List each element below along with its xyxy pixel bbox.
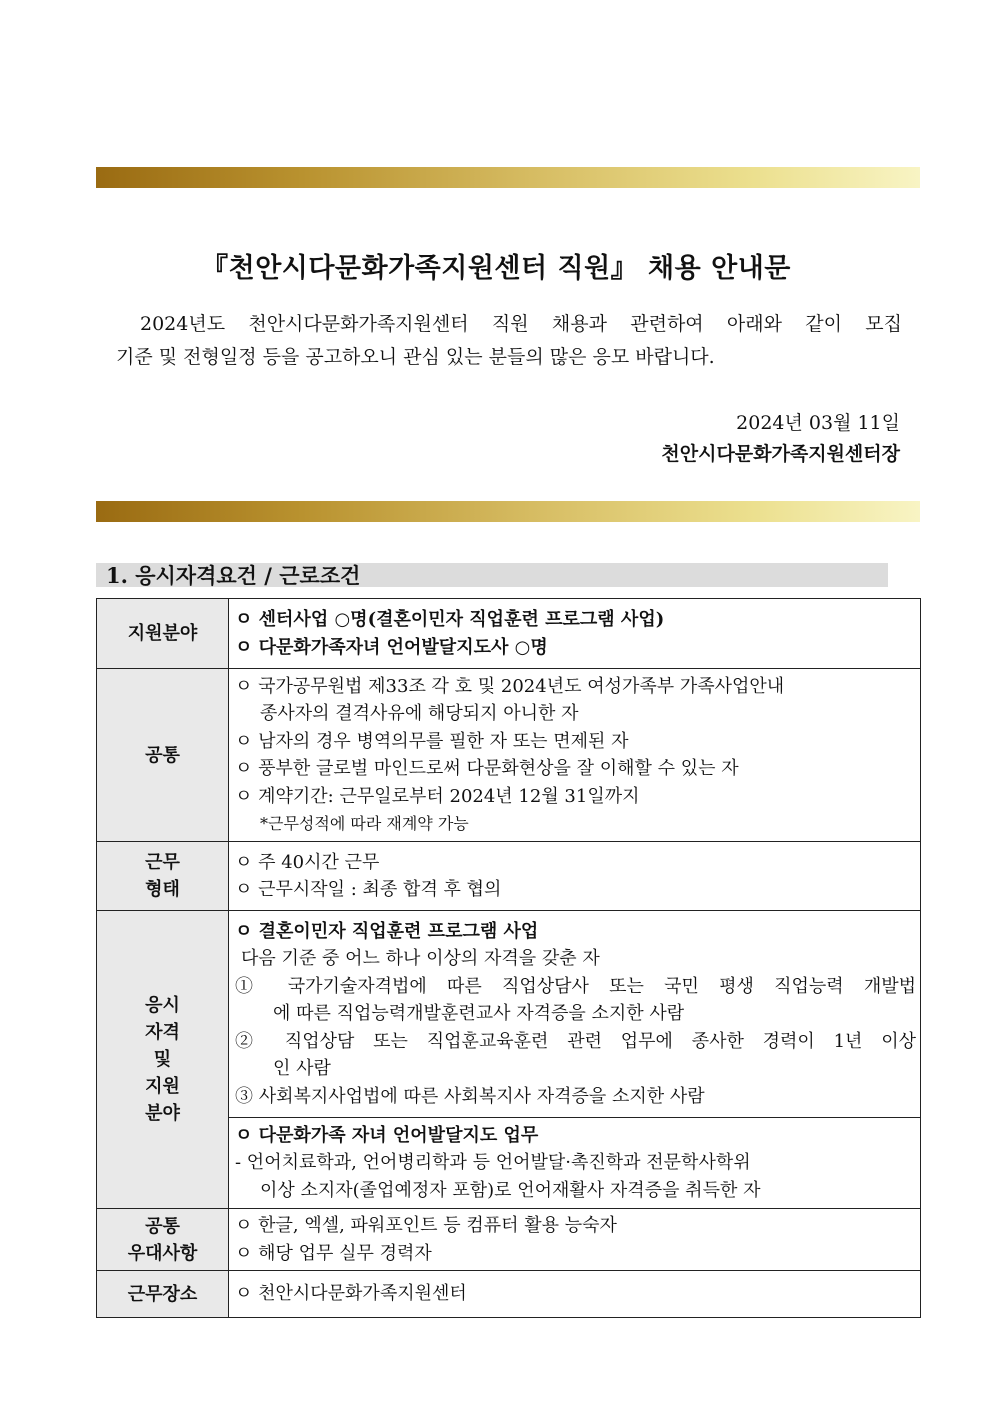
list-item: ① 국가기술자격법에 따른 직업상담사 또는 국민 평생 직업능력 개발법: [235, 975, 916, 997]
row-work-type: [97, 842, 921, 911]
row-header: 공통: [97, 669, 229, 842]
list-item: - 언어치료학과, 언어병리학과 등 언어발달·촉진학과 전문학사학위: [235, 1152, 751, 1174]
row-preference: [97, 1209, 921, 1271]
list-item: ㅇ 남자의 경우 병역의무를 필한 자 또는 면제된 자: [235, 730, 629, 752]
requirements-table: [96, 598, 921, 1318]
subsection-heading: ㅇ 결혼이민자 직업훈련 프로그램 사업: [235, 920, 539, 942]
top-gold-divider: [96, 167, 920, 188]
bottom-gold-divider: [96, 501, 920, 522]
list-item: ㅇ 한글, 엑셀, 파워포인트 등 컴퓨터 활용 능숙자: [235, 1215, 617, 1236]
row-content: [229, 842, 921, 911]
list-item: ㅇ 풍부한 글로벌 마인드로써 다문화현상을 잘 이해할 수 있는 자: [235, 758, 739, 779]
list-item: ㅇ 근무시작일 : 최종 합격 후 협의: [235, 879, 502, 900]
row-field: [97, 599, 921, 669]
row-qualification-a: [97, 911, 921, 1118]
list-item: ㅇ 다문화가족자녀 언어발달지도사 ○명: [235, 636, 548, 658]
list-item: ㅇ 천안시다문화가족지원센터: [235, 1283, 467, 1305]
list-item: ㅇ 계약기간: 근무일로부터 2024년 12월 31일까지: [235, 785, 640, 807]
section-heading: 1. 응시자격요건 / 근로조건: [96, 563, 888, 587]
row-header: 근무장소: [97, 1271, 229, 1318]
intro-paragraph: [116, 308, 902, 374]
document-title: 『천안시다문화가족지원센터 직원』 채용 안내문: [201, 253, 791, 284]
row-header: 응시 자격 및 지원 분야: [97, 911, 229, 1209]
list-item: ② 직업상담 또는 직업훈교육훈련 관련 업무에 종사한 경력이 1년 이상: [235, 1030, 916, 1052]
row-common: [97, 669, 921, 842]
row-content: [229, 1271, 921, 1318]
intro-line-1: 2024년도 천안시다문화가족지원센터 직원 채용과 관련하여 아래와 같이 모집: [140, 313, 902, 335]
signer-name: 천안시다문화가족지원센터장: [661, 443, 900, 465]
list-item: ㅇ 센터사업 ○명(결혼이민자 직업훈련 프로그램 사업): [235, 609, 665, 630]
row-content: [229, 669, 921, 842]
footnote: *근무성적에 따라 재계약 가능: [260, 814, 469, 833]
row-header: 근무 형태: [97, 842, 229, 911]
intro-line-2: 기준 및 전형일정 등을 공고하오니 관심 있는 분들의 많은 응모 바랍니다.: [116, 346, 715, 368]
announcement-date: 2024년 03월 11일: [736, 412, 900, 434]
row-content: [229, 911, 921, 1118]
list-item: 인 사람: [273, 1058, 331, 1080]
list-item: 다음 기준 중 어느 하나 이상의 자격을 갖춘 자: [241, 948, 600, 970]
list-item: ㅇ 해당 업무 실무 경력자: [235, 1242, 432, 1264]
list-item: 이상 소지자(졸업예정자 포함)로 언어재활사 자격증을 취득한 자: [260, 1179, 761, 1201]
list-item: ③ 사회복지사업법에 따른 사회복지사 자격증을 소지한 사람: [235, 1085, 705, 1107]
row-header: 지원분야: [97, 599, 229, 669]
list-item: 종사자의 결격사유에 해당되지 아니한 자: [260, 703, 579, 724]
row-header: 공통 우대사항: [97, 1209, 229, 1271]
list-item: 에 따른 직업능력개발훈련교사 자격증을 소지한 사람: [273, 1003, 685, 1025]
row-workplace: [97, 1271, 921, 1318]
row-content: [229, 1209, 921, 1271]
row-content: [229, 599, 921, 669]
list-item: ㅇ 주 40시간 근무: [235, 851, 380, 873]
list-item: ㅇ 국가공무원법 제33조 각 호 및 2024년도 여성가족부 가족사업안내: [235, 675, 785, 697]
row-content: [229, 1118, 921, 1209]
subsection-heading: ㅇ 다문화가족 자녀 언어발달지도 업무: [235, 1124, 539, 1146]
